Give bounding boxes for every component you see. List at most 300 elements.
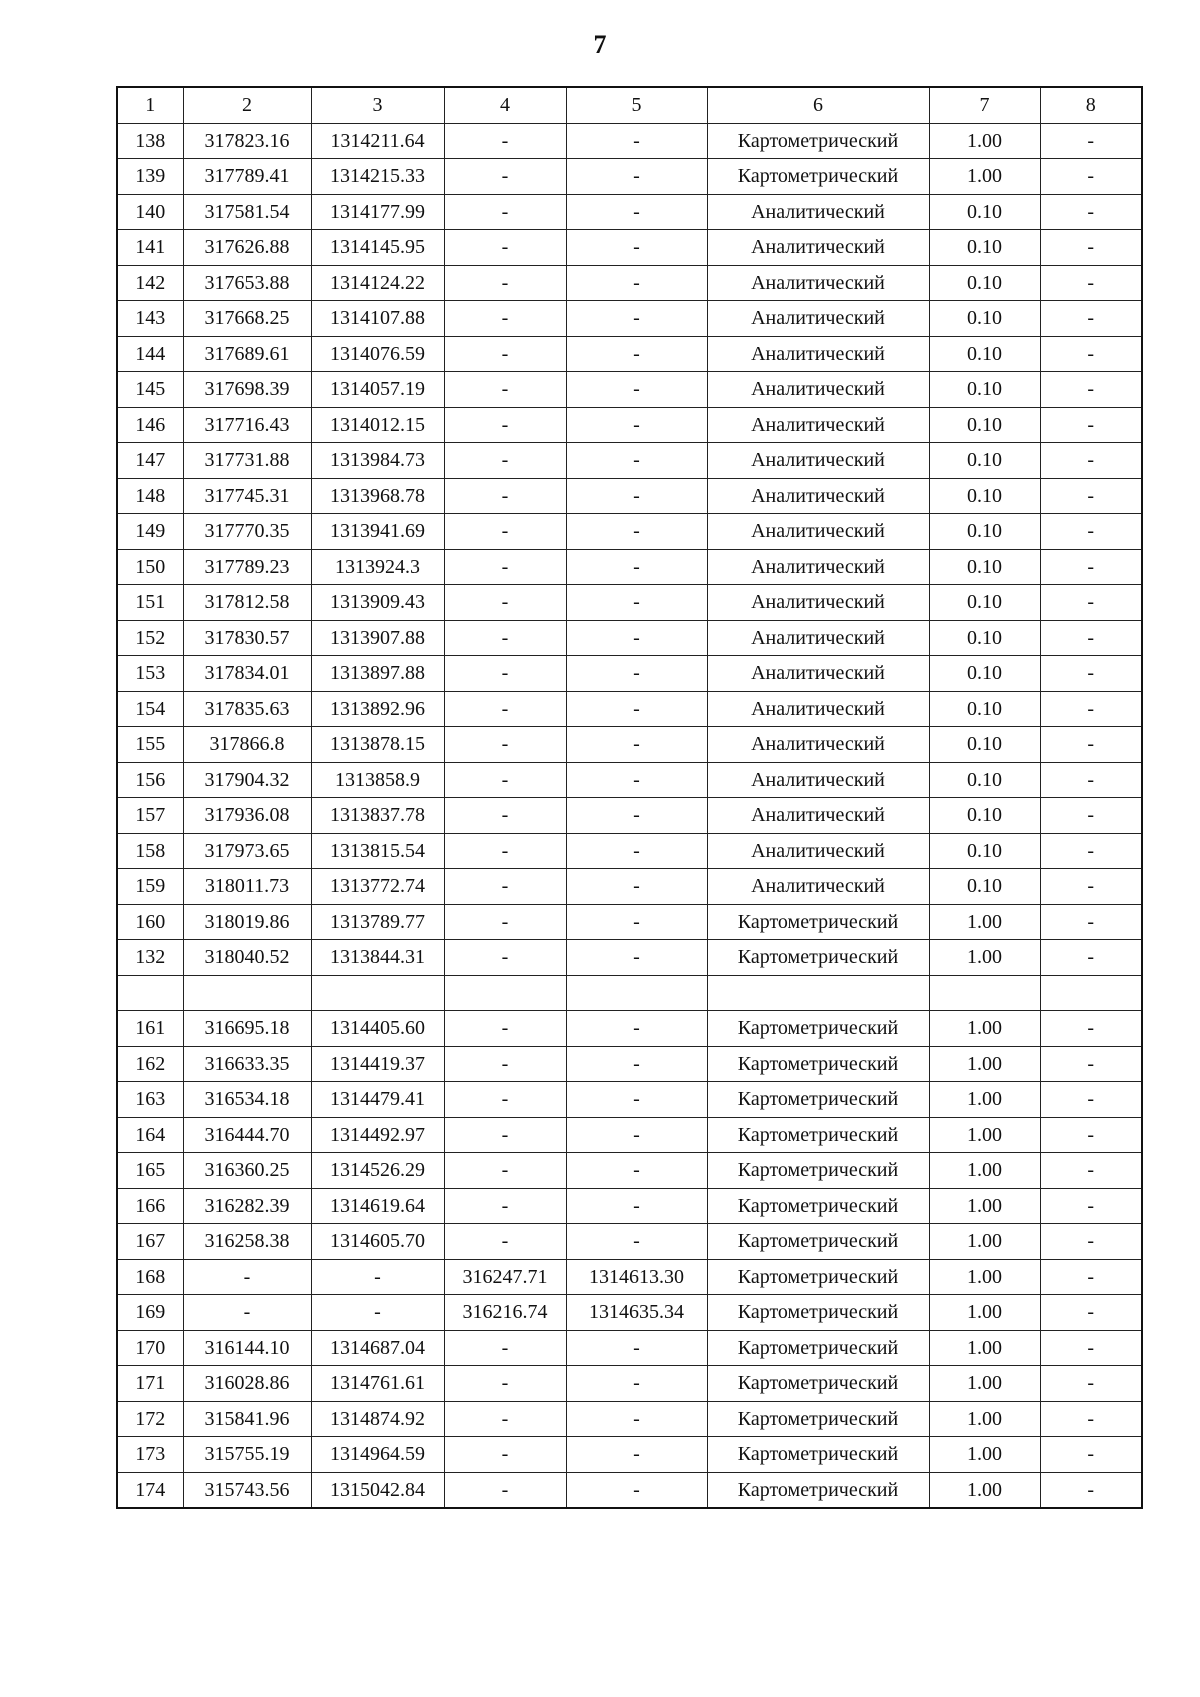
table-cell: - bbox=[1040, 904, 1142, 940]
table-cell bbox=[183, 975, 311, 1011]
table-cell: - bbox=[566, 159, 707, 195]
table-cell: 152 bbox=[117, 620, 183, 656]
table-cell: - bbox=[1040, 194, 1142, 230]
table-cell: - bbox=[1040, 336, 1142, 372]
table-row bbox=[117, 159, 1142, 195]
table-cell: 1314492.97 bbox=[311, 1117, 444, 1153]
table-row bbox=[117, 1401, 1142, 1437]
table-cell: - bbox=[1040, 372, 1142, 408]
table-cell: - bbox=[1040, 869, 1142, 905]
table-cell: - bbox=[444, 1046, 566, 1082]
table-cell: 1.00 bbox=[929, 1366, 1040, 1402]
table-cell: 316282.39 bbox=[183, 1188, 311, 1224]
table-row bbox=[117, 1082, 1142, 1118]
table-cell: - bbox=[1040, 1295, 1142, 1331]
table-cell: 0.10 bbox=[929, 478, 1040, 514]
table-cell: Аналитический bbox=[707, 443, 929, 479]
table-cell: - bbox=[566, 833, 707, 869]
table-cell: 1314874.92 bbox=[311, 1401, 444, 1437]
table-row bbox=[117, 1224, 1142, 1260]
table-cell: 150 bbox=[117, 549, 183, 585]
table-cell: - bbox=[566, 1011, 707, 1047]
table-cell: - bbox=[566, 372, 707, 408]
table-cell: Аналитический bbox=[707, 372, 929, 408]
table-cell: Картометрический bbox=[707, 1437, 929, 1473]
table-cell: Картометрический bbox=[707, 1082, 929, 1118]
table-cell: 1314211.64 bbox=[311, 123, 444, 159]
table-cell: 1314761.61 bbox=[311, 1366, 444, 1402]
table-cell: - bbox=[444, 1188, 566, 1224]
table-cell: - bbox=[566, 301, 707, 337]
table-cell: 166 bbox=[117, 1188, 183, 1224]
table-cell: 315841.96 bbox=[183, 1401, 311, 1437]
table-cell: - bbox=[444, 1224, 566, 1260]
table-cell: 1.00 bbox=[929, 1117, 1040, 1153]
table-cell: - bbox=[1040, 798, 1142, 834]
table-cell: Аналитический bbox=[707, 833, 929, 869]
table-cell: 151 bbox=[117, 585, 183, 621]
table-cell: 170 bbox=[117, 1330, 183, 1366]
table-cell: 144 bbox=[117, 336, 183, 372]
table-cell: 1.00 bbox=[929, 1259, 1040, 1295]
table-cell: - bbox=[1040, 301, 1142, 337]
table-cell: 156 bbox=[117, 762, 183, 798]
table-cell: - bbox=[1040, 727, 1142, 763]
table-row bbox=[117, 194, 1142, 230]
table-cell: - bbox=[444, 514, 566, 550]
table-cell: 1.00 bbox=[929, 1437, 1040, 1473]
table-row bbox=[117, 514, 1142, 550]
table-cell: - bbox=[444, 1401, 566, 1437]
table-cell: 1313941.69 bbox=[311, 514, 444, 550]
table-cell: Аналитический bbox=[707, 336, 929, 372]
table-cell: 0.10 bbox=[929, 727, 1040, 763]
table-cell: 1.00 bbox=[929, 1188, 1040, 1224]
table-row bbox=[117, 478, 1142, 514]
table-cell: - bbox=[1040, 1153, 1142, 1189]
table-cell: 1313789.77 bbox=[311, 904, 444, 940]
table-cell: - bbox=[444, 1117, 566, 1153]
table-cell: 171 bbox=[117, 1366, 183, 1402]
table-cell: 317866.8 bbox=[183, 727, 311, 763]
table-cell: 146 bbox=[117, 407, 183, 443]
table-cell: 1.00 bbox=[929, 1330, 1040, 1366]
table-cell: 1313968.78 bbox=[311, 478, 444, 514]
table-cell: - bbox=[1040, 407, 1142, 443]
table-cell: 1.00 bbox=[929, 1472, 1040, 1508]
table-row bbox=[117, 123, 1142, 159]
table-cell: Картометрический bbox=[707, 1224, 929, 1260]
table-cell: 0.10 bbox=[929, 301, 1040, 337]
table-cell: 1314479.41 bbox=[311, 1082, 444, 1118]
table-cell: 1315042.84 bbox=[311, 1472, 444, 1508]
table-cell: 1313897.88 bbox=[311, 656, 444, 692]
table-cell: - bbox=[1040, 443, 1142, 479]
table-row bbox=[117, 1046, 1142, 1082]
table-cell: 149 bbox=[117, 514, 183, 550]
table-cell: Картометрический bbox=[707, 1366, 929, 1402]
table-row bbox=[117, 1259, 1142, 1295]
table-cell: - bbox=[444, 1366, 566, 1402]
table-row bbox=[117, 585, 1142, 621]
table-cell: 1314215.33 bbox=[311, 159, 444, 195]
table-cell: 154 bbox=[117, 691, 183, 727]
table-cell: - bbox=[566, 1188, 707, 1224]
table-cell: - bbox=[444, 230, 566, 266]
table-cell: Аналитический bbox=[707, 265, 929, 301]
table-cell: - bbox=[1040, 762, 1142, 798]
table-cell: 159 bbox=[117, 869, 183, 905]
table-cell: Картометрический bbox=[707, 1188, 929, 1224]
table-cell: 0.10 bbox=[929, 514, 1040, 550]
table-row bbox=[117, 1472, 1142, 1508]
table-cell: - bbox=[444, 1011, 566, 1047]
table-cell: 0.10 bbox=[929, 336, 1040, 372]
table-cell: - bbox=[444, 727, 566, 763]
table-cell: Картометрический bbox=[707, 940, 929, 976]
table-cell: 316633.35 bbox=[183, 1046, 311, 1082]
table-row bbox=[117, 940, 1142, 976]
table-header-row bbox=[117, 87, 1142, 123]
table-cell: Аналитический bbox=[707, 514, 929, 550]
table-cell: Картометрический bbox=[707, 1330, 929, 1366]
table-cell: - bbox=[566, 1401, 707, 1437]
table-cell: 1.00 bbox=[929, 1224, 1040, 1260]
table-cell: 318019.86 bbox=[183, 904, 311, 940]
table-cell bbox=[311, 975, 444, 1011]
table-cell: 141 bbox=[117, 230, 183, 266]
table-cell: 167 bbox=[117, 1224, 183, 1260]
table-cell: 0.10 bbox=[929, 762, 1040, 798]
table-cell: - bbox=[1040, 1117, 1142, 1153]
table-cell: - bbox=[444, 869, 566, 905]
table-cell: - bbox=[444, 940, 566, 976]
table-cell: 1.00 bbox=[929, 1046, 1040, 1082]
table-cell: - bbox=[566, 1224, 707, 1260]
table-cell: - bbox=[1040, 514, 1142, 550]
table-cell: - bbox=[566, 620, 707, 656]
table-cell: - bbox=[1040, 123, 1142, 159]
table-cell: 138 bbox=[117, 123, 183, 159]
table-row bbox=[117, 620, 1142, 656]
table-cell: 1314687.04 bbox=[311, 1330, 444, 1366]
table-cell: 317745.31 bbox=[183, 478, 311, 514]
table-cell: Картометрический bbox=[707, 1046, 929, 1082]
table-cell: 1314619.64 bbox=[311, 1188, 444, 1224]
table-cell: - bbox=[1040, 585, 1142, 621]
table-cell: 0.10 bbox=[929, 691, 1040, 727]
table-cell: 161 bbox=[117, 1011, 183, 1047]
table-cell: - bbox=[444, 798, 566, 834]
table-cell: 0.10 bbox=[929, 372, 1040, 408]
table-cell: Аналитический bbox=[707, 691, 929, 727]
table-cell: - bbox=[1040, 833, 1142, 869]
table-cell: - bbox=[1040, 230, 1142, 266]
table-cell: 0.10 bbox=[929, 194, 1040, 230]
table-cell: 318011.73 bbox=[183, 869, 311, 905]
table-cell: - bbox=[566, 123, 707, 159]
table-cell: Аналитический bbox=[707, 194, 929, 230]
table-cell: 155 bbox=[117, 727, 183, 763]
table-row bbox=[117, 1011, 1142, 1047]
table-cell: - bbox=[566, 1330, 707, 1366]
table-cell: 0.10 bbox=[929, 585, 1040, 621]
table-cell: - bbox=[566, 265, 707, 301]
table-cell: - bbox=[444, 1472, 566, 1508]
table-cell: 158 bbox=[117, 833, 183, 869]
table-cell: - bbox=[444, 301, 566, 337]
table-cell: - bbox=[1040, 1401, 1142, 1437]
table-cell bbox=[444, 975, 566, 1011]
table-cell: Аналитический bbox=[707, 230, 929, 266]
table-cell: - bbox=[444, 762, 566, 798]
table-cell: 1313815.54 bbox=[311, 833, 444, 869]
table-cell: - bbox=[1040, 691, 1142, 727]
table-cell: 1313924.3 bbox=[311, 549, 444, 585]
table-cell: Картометрический bbox=[707, 1472, 929, 1508]
table-cell: 1314405.60 bbox=[311, 1011, 444, 1047]
table-cell: 147 bbox=[117, 443, 183, 479]
table-cell: Картометрический bbox=[707, 1259, 929, 1295]
table-cell: - bbox=[566, 1437, 707, 1473]
table-cell: 315755.19 bbox=[183, 1437, 311, 1473]
table-cell: 1.00 bbox=[929, 940, 1040, 976]
table-cell: 165 bbox=[117, 1153, 183, 1189]
table-cell: 317789.41 bbox=[183, 159, 311, 195]
table-cell: Картометрический bbox=[707, 1401, 929, 1437]
table-row bbox=[117, 301, 1142, 337]
table-cell: Аналитический bbox=[707, 620, 929, 656]
table-cell: - bbox=[444, 407, 566, 443]
table-cell: Картометрический bbox=[707, 904, 929, 940]
table-cell: - bbox=[444, 656, 566, 692]
table-cell: - bbox=[1040, 549, 1142, 585]
table-cell: - bbox=[1040, 159, 1142, 195]
table-row bbox=[117, 443, 1142, 479]
table-body bbox=[117, 123, 1142, 1508]
table-cell: 316258.38 bbox=[183, 1224, 311, 1260]
table-cell: - bbox=[444, 585, 566, 621]
table-cell: 1313907.88 bbox=[311, 620, 444, 656]
table-cell: - bbox=[444, 159, 566, 195]
table-cell: Картометрический bbox=[707, 1295, 929, 1331]
table-cell: 317716.43 bbox=[183, 407, 311, 443]
table-cell: 317936.08 bbox=[183, 798, 311, 834]
table-cell: - bbox=[1040, 1011, 1142, 1047]
table-cell: 1314635.34 bbox=[566, 1295, 707, 1331]
table-row bbox=[117, 762, 1142, 798]
table-cell: - bbox=[1040, 656, 1142, 692]
column-header: 8 bbox=[1040, 87, 1142, 123]
table-cell: - bbox=[183, 1295, 311, 1331]
column-header: 4 bbox=[444, 87, 566, 123]
table-cell: 316144.10 bbox=[183, 1330, 311, 1366]
table-cell: 1313837.78 bbox=[311, 798, 444, 834]
table-cell: Аналитический bbox=[707, 869, 929, 905]
table-cell: 1314526.29 bbox=[311, 1153, 444, 1189]
table-cell: - bbox=[566, 762, 707, 798]
table-cell: - bbox=[566, 230, 707, 266]
table-cell: 164 bbox=[117, 1117, 183, 1153]
table-cell: 0.10 bbox=[929, 443, 1040, 479]
table-row bbox=[117, 336, 1142, 372]
table-cell: 0.10 bbox=[929, 265, 1040, 301]
table-cell: 317668.25 bbox=[183, 301, 311, 337]
table-row bbox=[117, 549, 1142, 585]
table-cell: 317973.65 bbox=[183, 833, 311, 869]
table-cell: - bbox=[444, 1082, 566, 1118]
table-cell: - bbox=[566, 940, 707, 976]
table-cell: Картометрический bbox=[707, 1153, 929, 1189]
table-cell: 316028.86 bbox=[183, 1366, 311, 1402]
table-cell: 316534.18 bbox=[183, 1082, 311, 1118]
table-row bbox=[117, 656, 1142, 692]
table-cell: - bbox=[566, 549, 707, 585]
table-cell: - bbox=[444, 443, 566, 479]
table-cell: - bbox=[1040, 1046, 1142, 1082]
table-cell: 316360.25 bbox=[183, 1153, 311, 1189]
table-cell: - bbox=[566, 1153, 707, 1189]
table-cell: 0.10 bbox=[929, 656, 1040, 692]
table-cell: - bbox=[444, 123, 566, 159]
table-cell: 317834.01 bbox=[183, 656, 311, 692]
table-cell: - bbox=[566, 194, 707, 230]
table-cell: 1313858.9 bbox=[311, 762, 444, 798]
table-cell: Аналитический bbox=[707, 798, 929, 834]
table-cell: 0.10 bbox=[929, 549, 1040, 585]
table-cell: Аналитический bbox=[707, 656, 929, 692]
table-cell: 1314145.95 bbox=[311, 230, 444, 266]
table-cell: - bbox=[444, 620, 566, 656]
table-cell: 1313844.31 bbox=[311, 940, 444, 976]
table-cell: Аналитический bbox=[707, 478, 929, 514]
table-cell: - bbox=[311, 1295, 444, 1331]
table-cell: - bbox=[1040, 1259, 1142, 1295]
table-row bbox=[117, 975, 1142, 1011]
coordinates-table bbox=[116, 86, 1143, 1509]
table-row bbox=[117, 1295, 1142, 1331]
table-cell: - bbox=[444, 194, 566, 230]
table-cell: Аналитический bbox=[707, 585, 929, 621]
table-cell: 143 bbox=[117, 301, 183, 337]
table-cell: Аналитический bbox=[707, 727, 929, 763]
table-cell: 0.10 bbox=[929, 833, 1040, 869]
table-row bbox=[117, 1366, 1142, 1402]
table-cell: Картометрический bbox=[707, 123, 929, 159]
table-cell: 1313909.43 bbox=[311, 585, 444, 621]
table-cell: 1314057.19 bbox=[311, 372, 444, 408]
table-cell: 157 bbox=[117, 798, 183, 834]
table-cell: - bbox=[444, 549, 566, 585]
table-cell: 1.00 bbox=[929, 123, 1040, 159]
table-row bbox=[117, 869, 1142, 905]
table-cell: 317835.63 bbox=[183, 691, 311, 727]
table-cell: - bbox=[444, 1153, 566, 1189]
table-cell: 317904.32 bbox=[183, 762, 311, 798]
table-cell: - bbox=[566, 478, 707, 514]
table-cell: - bbox=[444, 265, 566, 301]
table-cell: - bbox=[1040, 620, 1142, 656]
table-cell: Картометрический bbox=[707, 159, 929, 195]
table-cell: 1313984.73 bbox=[311, 443, 444, 479]
table-cell: Картометрический bbox=[707, 1011, 929, 1047]
table-cell: - bbox=[1040, 1366, 1142, 1402]
table-row bbox=[117, 727, 1142, 763]
table-cell: 317698.39 bbox=[183, 372, 311, 408]
table-cell: - bbox=[311, 1259, 444, 1295]
table-cell: 317770.35 bbox=[183, 514, 311, 550]
table-cell: 1314613.30 bbox=[566, 1259, 707, 1295]
table-cell: - bbox=[1040, 478, 1142, 514]
table-cell: - bbox=[1040, 1472, 1142, 1508]
table-cell: 140 bbox=[117, 194, 183, 230]
table-row bbox=[117, 230, 1142, 266]
table-cell: - bbox=[566, 727, 707, 763]
table-cell: 316695.18 bbox=[183, 1011, 311, 1047]
table-cell: 1313772.74 bbox=[311, 869, 444, 905]
table-cell: 1314076.59 bbox=[311, 336, 444, 372]
table-cell: 1313892.96 bbox=[311, 691, 444, 727]
table-cell: - bbox=[566, 585, 707, 621]
table-cell: 1.00 bbox=[929, 904, 1040, 940]
table-cell: 1.00 bbox=[929, 1153, 1040, 1189]
table-cell: 139 bbox=[117, 159, 183, 195]
table-cell: 317823.16 bbox=[183, 123, 311, 159]
table-cell: - bbox=[444, 336, 566, 372]
table-cell: - bbox=[1040, 1330, 1142, 1366]
table-cell: - bbox=[1040, 1188, 1142, 1224]
table-cell: 142 bbox=[117, 265, 183, 301]
table-cell bbox=[929, 975, 1040, 1011]
table-cell: 162 bbox=[117, 1046, 183, 1082]
table-cell: 1.00 bbox=[929, 1082, 1040, 1118]
table-cell: 315743.56 bbox=[183, 1472, 311, 1508]
table-cell: 316247.71 bbox=[444, 1259, 566, 1295]
table-cell: - bbox=[566, 1117, 707, 1153]
table-cell: - bbox=[1040, 940, 1142, 976]
table-cell: - bbox=[1040, 1437, 1142, 1473]
table-cell: 1314012.15 bbox=[311, 407, 444, 443]
table-row bbox=[117, 833, 1142, 869]
table-cell: 316444.70 bbox=[183, 1117, 311, 1153]
table-cell: Аналитический bbox=[707, 549, 929, 585]
table-cell: 1314605.70 bbox=[311, 1224, 444, 1260]
table-cell: 0.10 bbox=[929, 230, 1040, 266]
table-cell: - bbox=[183, 1259, 311, 1295]
table-cell: 168 bbox=[117, 1259, 183, 1295]
table-cell: 317653.88 bbox=[183, 265, 311, 301]
table-cell: 0.10 bbox=[929, 620, 1040, 656]
table-cell: 174 bbox=[117, 1472, 183, 1508]
table-cell: 173 bbox=[117, 1437, 183, 1473]
table-cell: 1314124.22 bbox=[311, 265, 444, 301]
table-cell bbox=[117, 975, 183, 1011]
table-cell bbox=[566, 975, 707, 1011]
table-cell: Аналитический bbox=[707, 407, 929, 443]
table-row bbox=[117, 372, 1142, 408]
table-cell: 1.00 bbox=[929, 1401, 1040, 1437]
table-cell: 0.10 bbox=[929, 869, 1040, 905]
table-cell: 172 bbox=[117, 1401, 183, 1437]
table-cell: - bbox=[444, 691, 566, 727]
table-row bbox=[117, 407, 1142, 443]
table-cell: 1314177.99 bbox=[311, 194, 444, 230]
table-cell: - bbox=[1040, 265, 1142, 301]
table-cell: - bbox=[566, 336, 707, 372]
table-cell: - bbox=[566, 1366, 707, 1402]
table-cell: - bbox=[444, 372, 566, 408]
table-cell: 317731.88 bbox=[183, 443, 311, 479]
